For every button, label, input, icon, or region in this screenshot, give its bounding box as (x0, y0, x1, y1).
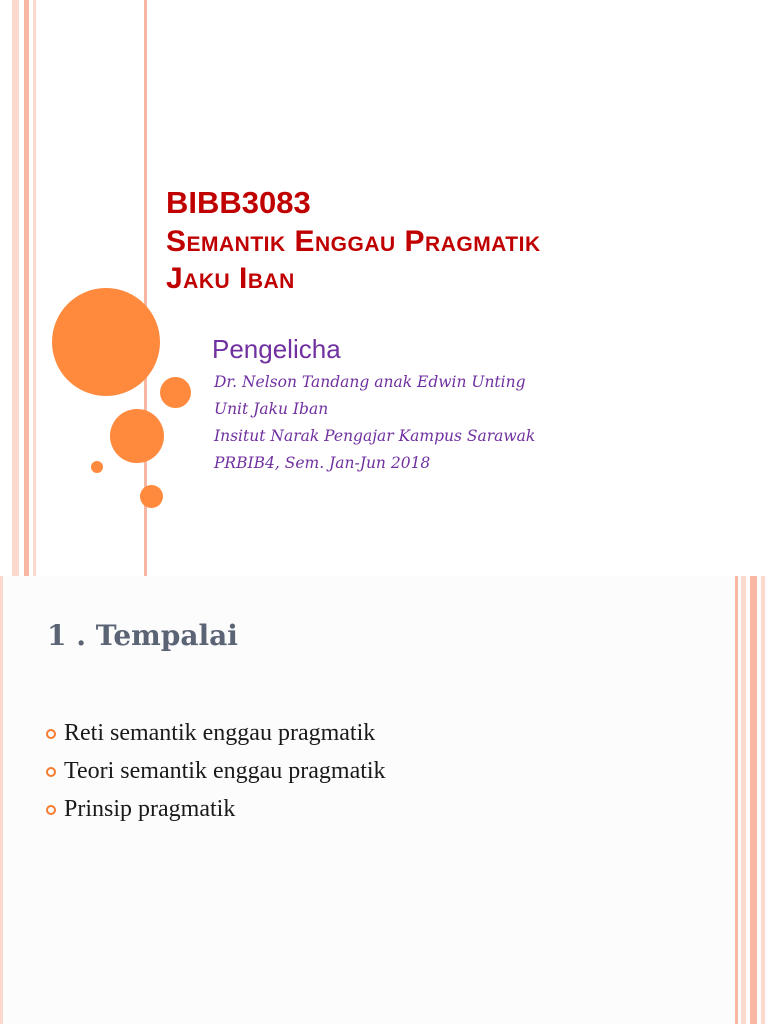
decorative-stripe (12, 0, 19, 576)
subtitle-heading: Pengelicha (212, 334, 341, 364)
bullet-text: Reti semantik enggau pragmatik (64, 720, 376, 746)
decorative-stripe (750, 576, 757, 1024)
list-item (46, 790, 386, 828)
decorative-circle-large (52, 288, 160, 396)
decorative-circle-small (140, 485, 163, 508)
bullet-ring-icon (46, 729, 56, 739)
slide-title-code: BIBB3083 (166, 185, 311, 220)
slide-title-line-1: Semantik Enggau Pragmatik (166, 225, 541, 258)
decorative-stripe (24, 0, 29, 576)
bullet-ring-icon (46, 805, 56, 815)
author-line: Insitut Narak Pengajar Kampus Sarawak (214, 427, 536, 445)
author-line: PRBIB4, Sem. Jan-Jun 2018 (214, 454, 431, 472)
bullet-ring-icon (46, 767, 56, 777)
decorative-stripe (761, 576, 765, 1024)
author-line: Unit Jaku Iban (214, 400, 329, 418)
decorative-circle-tiny (91, 461, 103, 473)
decorative-circle-small (160, 377, 191, 408)
decorative-stripe (735, 576, 738, 1024)
decorative-stripe (33, 0, 36, 576)
decorative-circle-medium (110, 409, 164, 463)
author-line: Dr. Nelson Tandang anak Edwin Unting (214, 373, 526, 391)
slide-2-title: 1 . Tempalai (47, 619, 238, 652)
decorative-stripe (741, 576, 746, 1024)
decorative-stripe (0, 576, 3, 1024)
bullet-text: Prinsip pragmatik (64, 796, 236, 822)
list-item (46, 752, 386, 790)
bullet-text: Teori semantik enggau pragmatik (64, 758, 386, 784)
list-item (46, 714, 386, 752)
slide-2 (0, 576, 768, 1024)
bullet-list (46, 714, 386, 828)
slide-title-line-2: Jaku Iban (166, 262, 295, 295)
